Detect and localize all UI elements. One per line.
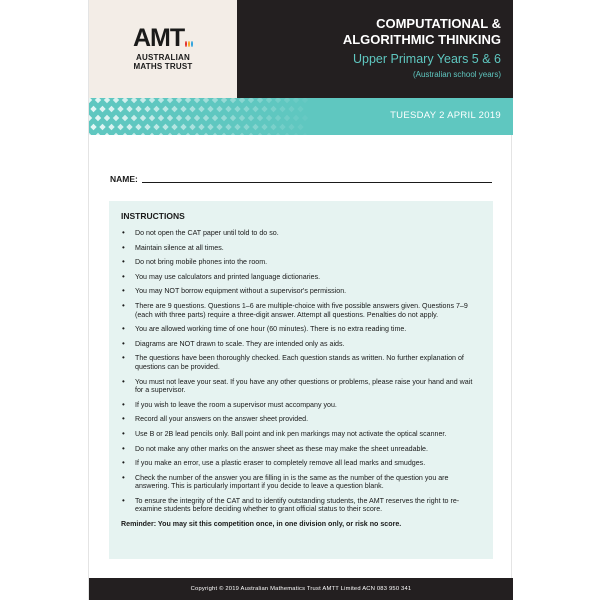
reminder-text: Reminder: You may sit this competition once, in one division only, or risk no score. — [121, 520, 402, 529]
list-item: • Check the number of the answer you are filling in is the same as the number of the question you are answering. This is particularly important if you decide to leave a question blank. — [121, 474, 481, 491]
pattern-diamond — [158, 98, 164, 103]
pattern-diamond — [257, 133, 263, 135]
pattern-band — [89, 98, 513, 135]
pattern-diamond — [104, 133, 110, 135]
pattern-diamond — [243, 106, 249, 112]
pattern-diamond — [167, 115, 173, 121]
pattern-diamond — [162, 106, 168, 112]
pattern-diamond — [122, 115, 128, 121]
footer-copyright: Copyright © 2019 Australian Mathematics Trust AMTT Limited ACN 083 950 341 — [89, 578, 513, 600]
pattern-diamond — [225, 124, 231, 130]
pattern-diamond — [234, 124, 240, 130]
pattern-diamond — [185, 98, 191, 103]
pattern-diamond — [194, 133, 200, 135]
pattern-diamond — [122, 98, 128, 103]
pattern-diamond — [140, 98, 146, 103]
pattern-diamond — [216, 124, 222, 130]
pattern-diamond — [212, 115, 218, 121]
pattern-diamond — [194, 98, 200, 103]
pattern-diamond — [176, 98, 182, 103]
pattern-diamond — [113, 133, 119, 135]
pattern-diamond — [284, 115, 290, 121]
pattern-diamond — [234, 106, 240, 112]
amt-logo — [133, 24, 193, 52]
pattern-diamond — [266, 98, 272, 103]
exam-cover-page — [88, 0, 512, 600]
list-item: • You may use calculators and printed language dictionaries. — [121, 273, 481, 282]
pattern-diamond — [95, 115, 101, 121]
pattern-diamond — [198, 106, 204, 112]
pattern-diamond — [270, 106, 276, 112]
list-item: • The questions have been thoroughly checked. Each question stands as written. No further explanation of questions can be provided. — [121, 354, 481, 371]
pattern-diamond — [275, 115, 281, 121]
pattern-diamond — [297, 124, 303, 130]
pattern-diamond — [261, 124, 267, 130]
pattern-diamond — [275, 133, 281, 135]
pattern-diamond — [131, 133, 137, 135]
pattern-diamond — [221, 98, 227, 103]
pattern-diamond — [90, 106, 96, 112]
pattern-diamond — [153, 124, 159, 130]
pattern-diamond — [203, 133, 209, 135]
pattern-diamond — [248, 98, 254, 103]
pattern-diamond — [230, 115, 236, 121]
pattern-diamond — [149, 133, 155, 135]
pattern-diamond — [176, 115, 182, 121]
pattern-diamond — [212, 133, 218, 135]
pattern-diamond — [203, 115, 209, 121]
pattern-diamond — [149, 115, 155, 121]
pattern-diamond — [230, 133, 236, 135]
pattern-diamond — [140, 133, 146, 135]
list-item: • Do not make any other marks on the answer sheet as these may make the sheet unreadable. — [121, 445, 481, 454]
pattern-diamond — [144, 106, 150, 112]
pattern-diamond — [207, 106, 213, 112]
pattern-diamond — [302, 133, 308, 135]
logo-block — [89, 0, 237, 98]
pattern-diamond — [275, 98, 281, 103]
logo-mark-text: AMT — [133, 24, 185, 52]
pattern-diamond — [135, 124, 141, 130]
pattern-diamond — [207, 124, 213, 130]
logo-dot-red — [185, 41, 187, 47]
title-line2: ALGORITHMIC THINKING — [342, 32, 501, 47]
logo-dot-blue — [191, 41, 193, 47]
instructions-list — [121, 229, 481, 514]
pattern-diamond — [293, 133, 299, 135]
pattern-diamond — [167, 133, 173, 135]
pattern-diamond — [171, 124, 177, 130]
pattern-diamond — [297, 106, 303, 112]
list-item: • You are allowed working time of one hour (60 minutes). There is no extra reading time. — [121, 325, 481, 334]
pattern-diamond — [108, 124, 114, 130]
pattern-diamond — [185, 115, 191, 121]
pattern-diamond — [212, 98, 218, 103]
pattern-diamond — [302, 115, 308, 121]
pattern-diamond — [252, 106, 258, 112]
pattern-diamond — [113, 98, 119, 103]
pattern-diamond — [131, 115, 137, 121]
pattern-diamond — [266, 133, 272, 135]
pattern-diamond — [153, 106, 159, 112]
pattern-diamond — [270, 124, 276, 130]
pattern-diamond — [104, 115, 110, 121]
pattern-diamond — [221, 133, 227, 135]
pattern-diamond — [171, 106, 177, 112]
pattern-diamond — [216, 106, 222, 112]
pattern-diamond — [89, 133, 92, 135]
list-item: • If you wish to leave the room a supervisor must accompany you. — [121, 401, 481, 410]
pattern-diamond — [284, 98, 290, 103]
pattern-diamond — [239, 133, 245, 135]
pattern-diamond — [131, 98, 137, 103]
logo-line1: AUSTRALIAN — [136, 53, 190, 62]
pattern-diamond — [162, 124, 168, 130]
list-item: • Do not open the CAT paper until told to do so. — [121, 229, 481, 238]
pattern-diamond — [279, 124, 285, 130]
pattern-diamond — [225, 106, 231, 112]
list-item: • Use B or 2B lead pencils only. Ball point and ink pen markings may not activate the optical scanner. — [121, 430, 481, 439]
pattern-diamond — [194, 115, 200, 121]
pattern-diamond — [176, 133, 182, 135]
list-item: • You may NOT borrow equipment without a supervisor's permission. — [121, 287, 481, 296]
pattern-diamond — [144, 124, 150, 130]
pattern-diamond — [126, 124, 132, 130]
pattern-diamond — [284, 133, 290, 135]
pattern-diamond — [293, 115, 299, 121]
pattern-diamond — [99, 106, 105, 112]
pattern-diamond — [239, 115, 245, 121]
exam-date: TUESDAY 2 APRIL 2019 — [390, 110, 501, 121]
pattern-diamond — [158, 133, 164, 135]
pattern-diamond — [288, 106, 294, 112]
pattern-diamond — [104, 98, 110, 103]
pattern-diamond — [135, 106, 141, 112]
pattern-diamond — [248, 133, 254, 135]
pattern-diamond — [158, 115, 164, 121]
pattern-diamond — [180, 106, 186, 112]
pattern-diamond — [89, 115, 92, 121]
pattern-diamond — [248, 115, 254, 121]
logo-dot-orange — [188, 41, 190, 47]
pattern-diamond — [198, 124, 204, 130]
instructions-title: INSTRUCTIONS — [121, 211, 185, 221]
pattern-diamond — [266, 115, 272, 121]
list-item: • If you make an error, use a plastic eraser to completely remove all lead marks and smudges. — [121, 459, 481, 468]
pattern-diamond — [95, 133, 101, 135]
subtitle: Upper Primary Years 5 & 6 — [353, 52, 501, 66]
pattern-diamond — [230, 98, 236, 103]
pattern-diamond — [185, 133, 191, 135]
list-item: • Maintain silence at all times. — [121, 244, 481, 253]
pattern-diamond — [221, 115, 227, 121]
pattern-diamond — [239, 98, 245, 103]
pattern-diamond — [117, 106, 123, 112]
pattern-diamond — [243, 124, 249, 130]
subnote: (Australian school years) — [412, 70, 501, 79]
list-item: • You must not leave your seat. If you have any other questions or problems, please raise your hand and wait for a supervisor. — [121, 378, 481, 395]
pattern-diamond — [180, 124, 186, 130]
list-item: • Record all your answers on the answer sheet provided. — [121, 415, 481, 424]
pattern-diamond — [149, 98, 155, 103]
pattern-diamond — [257, 115, 263, 121]
name-label: NAME: — [110, 174, 138, 184]
pattern-diamond — [90, 124, 96, 130]
pattern-diamond — [261, 106, 267, 112]
instructions-box — [109, 201, 493, 559]
pattern-diamond — [279, 106, 285, 112]
pattern-diamond — [122, 133, 128, 135]
list-item: • Diagrams are NOT drawn to scale. They are intended only as aids. — [121, 340, 481, 349]
list-item: • Do not bring mobile phones into the room. — [121, 258, 481, 267]
pattern-diamond — [113, 115, 119, 121]
pattern-diamond — [257, 98, 263, 103]
pattern-diamond — [89, 98, 92, 103]
pattern-diamond — [189, 124, 195, 130]
list-item: • To ensure the integrity of the CAT and to identify outstanding students, the AMT reserves the right to re-examine students before deciding whether to grant official status to their score. — [121, 497, 481, 514]
pattern-diamond — [95, 98, 101, 103]
pattern-diamond — [117, 124, 123, 130]
title-block — [237, 0, 513, 98]
pattern-diamond — [108, 106, 114, 112]
pattern-diamond — [293, 98, 299, 103]
pattern-diamond — [302, 98, 308, 103]
name-input-line[interactable] — [142, 182, 492, 183]
pattern-diamond — [167, 98, 173, 103]
title-line1: COMPUTATIONAL & — [376, 16, 501, 31]
pattern-diamond — [189, 106, 195, 112]
pattern-diamond — [140, 115, 146, 121]
pattern-diamond — [288, 124, 294, 130]
list-item: • There are 9 questions. Questions 1–6 are multiple-choice with five possible answers given. Questions 7–9 (each with three parts) require a three-digit answer. Attempt all questions. Penalties do not apply. — [121, 302, 481, 319]
logo-line2: MATHS TRUST — [133, 62, 193, 71]
pattern-diamond — [99, 124, 105, 130]
pattern-diamond — [126, 106, 132, 112]
pattern-diamond — [203, 98, 209, 103]
pattern-diamond — [252, 124, 258, 130]
